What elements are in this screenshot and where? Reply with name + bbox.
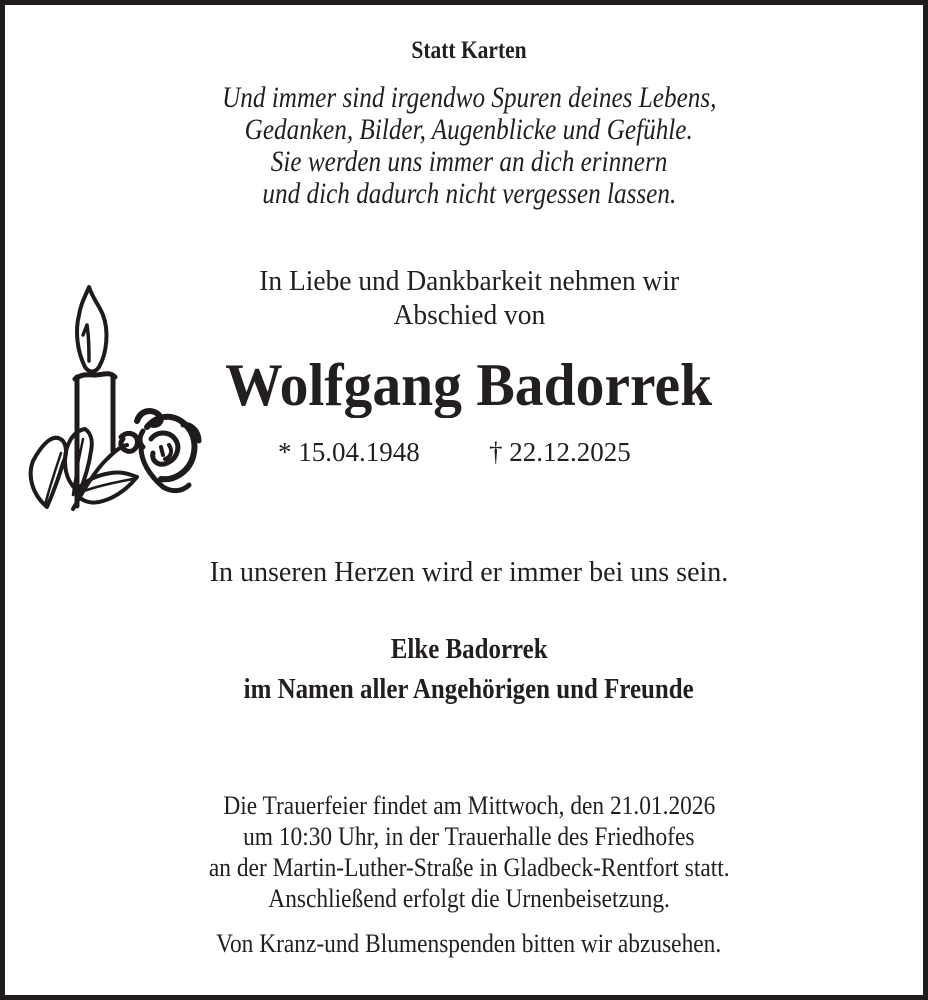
- poem-line: [5, 113, 928, 147]
- service-line: [5, 853, 928, 883]
- poem-line: [5, 177, 928, 211]
- memorial-text: In unseren Herzen wird er immer bei uns sein.: [209, 557, 729, 588]
- poem-line: [5, 145, 928, 179]
- service-line-text: Die Trauerfeier findet am Mittwoch, den 21.01.2026: [223, 791, 715, 820]
- service-line: [5, 884, 928, 914]
- donation-note: [5, 929, 928, 959]
- birth-date: * 15.04.1948: [278, 437, 420, 467]
- signatory-text: im Namen aller Angehörigen und Freunde: [243, 673, 695, 705]
- signatory-name: [5, 633, 928, 666]
- donation-note-text: Von Kranz-und Blumenspenden bitten wir abzusehen.: [216, 929, 722, 958]
- service-line-text: Anschließend erfolgt die Urnenbeisetzung.: [268, 884, 670, 913]
- poem-line: [5, 81, 928, 115]
- poem-line-text: Gedanken, Bilder, Augenblicke und Gefühle.: [244, 113, 694, 146]
- deceased-name-text: Wolfgang Badorrek: [225, 352, 713, 418]
- memorial-line: [5, 557, 928, 589]
- service-line-text: um 10:30 Uhr, in der Trauerhalle des Friedhofes: [243, 822, 695, 851]
- poem-line-text: Sie werden uns immer an dich erinnern: [270, 145, 668, 178]
- signatory-text: Elke Badorrek: [390, 633, 548, 665]
- service-line: [5, 822, 928, 852]
- poem-line-text: Und immer sind irgendwo Spuren deines Lebens,: [221, 81, 717, 114]
- death-date: † 22.12.2025: [489, 437, 631, 467]
- service-line-text: an der Martin-Luther-Straße in Gladbeck-Rentfort statt.: [208, 853, 730, 882]
- header-text: Statt Karten: [411, 37, 527, 64]
- intro-text: Abschied von: [393, 300, 545, 331]
- candle-rose-icon: [23, 281, 208, 531]
- poem-line-text: und dich dadurch nicht vergessen lassen.: [262, 177, 676, 210]
- intro-text: In Liebe und Dankbarkeit nehmen wir: [259, 266, 679, 297]
- service-line: [5, 791, 928, 821]
- header-statt-karten: [5, 37, 928, 65]
- signatory-line: [5, 673, 928, 706]
